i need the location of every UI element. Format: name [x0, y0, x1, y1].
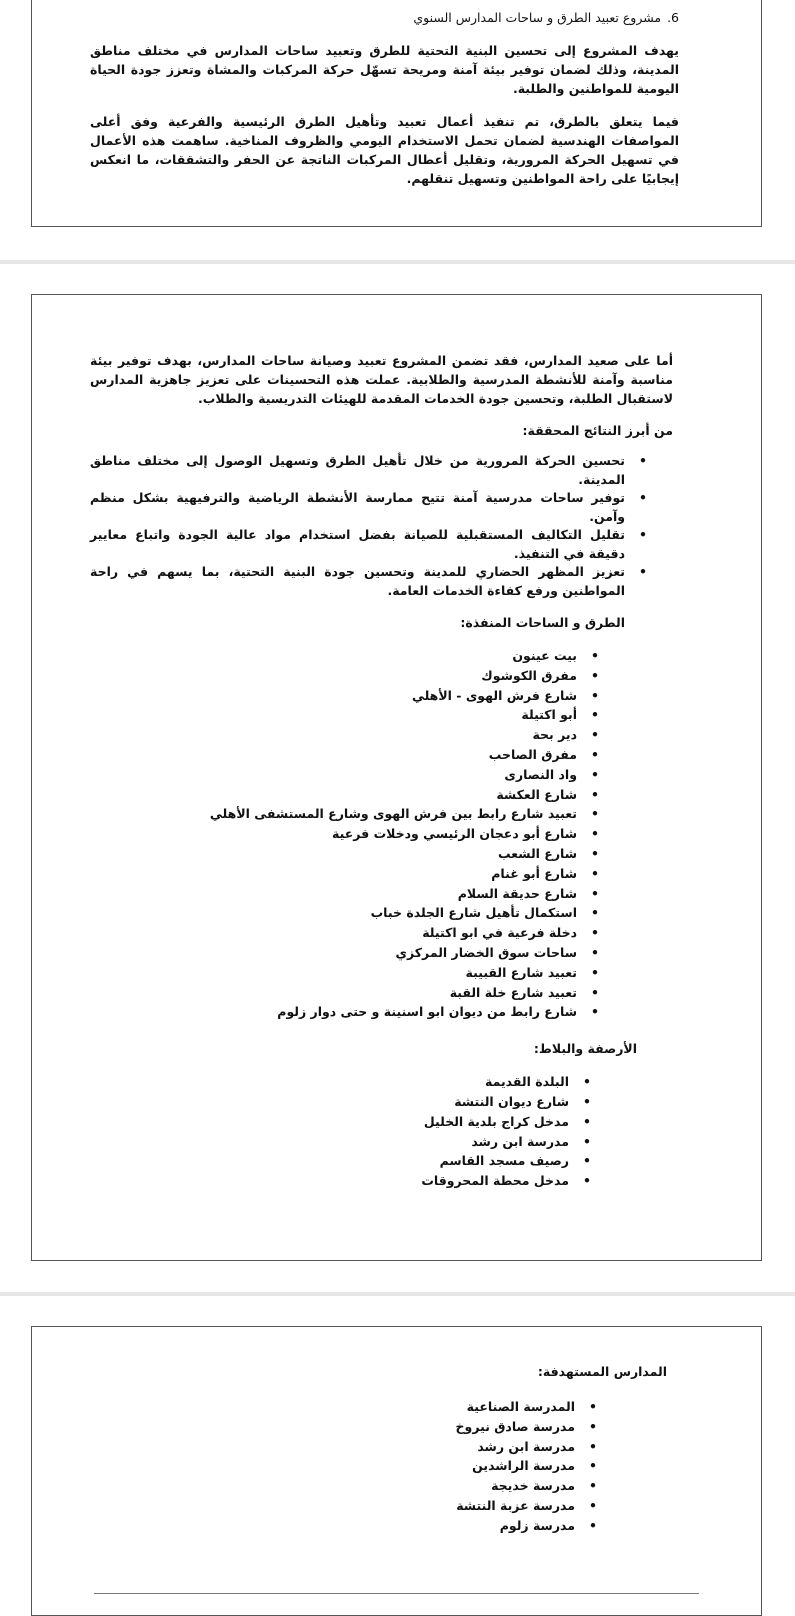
list-item: • مفرق الكوشوك — [90, 666, 577, 686]
list-item: • مفرق الصاحب — [90, 745, 577, 765]
roads-list — [90, 646, 673, 1022]
results-heading: من أبرز النتائج المحققة: — [522, 423, 673, 438]
list-item: • رصيف مسجد القاسم — [90, 1151, 569, 1171]
list-item: • دير بحة — [90, 725, 577, 745]
list-item: • تعبيد شارع خلة القبة — [90, 983, 577, 1003]
sidewalks-heading: الأرصفة والبلاط: — [533, 1041, 637, 1057]
list-item: • مدرسة الراشدين — [90, 1456, 575, 1476]
page-2-content — [90, 351, 673, 1209]
list-item: • البلدة القديمة — [90, 1072, 569, 1092]
list-item: • مدرسة ابن رشد — [90, 1437, 575, 1457]
list-item: • أبو اكتيلة — [90, 705, 577, 725]
list-item: • بيت عينون — [90, 646, 577, 666]
list-item: • دخلة فرعية في ابو اكتيلة — [90, 923, 577, 943]
sidewalks-list — [90, 1072, 673, 1191]
list-item: • توفير ساحات مدرسية آمنة تتيح ممارسة الأنشطة الرياضية والترفيهية بشكل منظم وآمن. — [90, 489, 625, 526]
list-item: • تقليل التكاليف المستقبلية للصيانة بفضل استخدام مواد عالية الجودة واتباع معايير دقيقة في التنفيذ. — [90, 526, 625, 563]
document-page-1 — [31, 0, 762, 227]
list-item: • شارع فرش الهوى - الأهلي — [90, 686, 577, 706]
list-item: • تحسين الحركة المرورية من خلال تأهيل الطرق وتسهيل الوصول إلى مختلف مناطق المدينة. — [90, 452, 625, 489]
list-item: • تعبيد شارع رابط بين فرش الهوى وشارع المستشفى الأهلي — [90, 804, 577, 824]
roads-paragraph: فيما يتعلق بالطرق، تم تنفيذ أعمال تعبيد وتأهيل الطرق الرئيسية والفرعية وفق أعلى المواصفات الهندسية لضمان تحمل الاستخدام اليومي والظروف المناخية. ساهمت هذه الأعمال في تسهيل الحركة المرورية، وتقليل أعطال المركبات الناتجة عن الحفر والتشققات، ما انعكس إيجابيًا على راحة المواطنين وتسهيل تنقلهم. — [90, 114, 679, 186]
section-title-text: مشروع تعبيد الطرق و ساحات المدارس السنوي — [413, 10, 662, 25]
list-item: • شارع حديقة السلام — [90, 884, 577, 904]
list-item: • مدرسة صادق نيروخ — [90, 1417, 575, 1437]
list-item: • مدرسة خديجة — [90, 1476, 575, 1496]
list-item: • تعبيد شارع القبيبة — [90, 963, 577, 983]
section-number: 6. — [667, 10, 679, 25]
schools-list — [90, 1397, 679, 1536]
page-separator — [0, 1292, 795, 1296]
list-item: • مدخل محطة المحروقات — [90, 1171, 569, 1191]
roads-heading: الطرق و الساحات المنفذة: — [460, 615, 625, 630]
list-item: • المدرسة الصناعية — [90, 1397, 575, 1417]
document-page-3 — [31, 1326, 762, 1616]
list-item: • شارع الشعب — [90, 844, 577, 864]
list-item: • مدرسة عزبة النتشة — [90, 1496, 575, 1516]
list-item: • ساحات سوق الخضار المركزي — [90, 943, 577, 963]
results-list — [90, 452, 673, 600]
section-title — [90, 9, 679, 27]
list-item: • شارع رابط من ديوان ابو اسنينة و حتى دوار زلوم — [90, 1002, 577, 1022]
list-item: • استكمال تأهيل شارع الجلدة خباب — [90, 903, 577, 923]
list-item: • تعزيز المظهر الحضاري للمدينة وتحسين جودة البنية التحتية، بما يسهم في راحة المواطنين ورفع كفاءة الخدمات العامة. — [90, 563, 625, 600]
page-separator — [0, 260, 795, 264]
list-item: • شارع أبو غنام — [90, 864, 577, 884]
page-1-content — [90, 9, 679, 202]
list-item: • مدرسة ابن رشد — [90, 1132, 569, 1152]
schools-heading: المدارس المستهدفة: — [537, 1364, 667, 1379]
list-item: • واد النصارى — [90, 765, 577, 785]
list-item: • مدخل كراج بلدية الخليل — [90, 1112, 569, 1132]
list-item: • شارع ديوان النتشة — [90, 1092, 569, 1112]
list-item: • مدرسة زلوم — [90, 1516, 575, 1536]
footer-divider — [94, 1593, 699, 1594]
list-item: • شارع العكشة — [90, 785, 577, 805]
schools-paragraph: أما على صعيد المدارس، فقد تضمن المشروع تعبيد وصيانة ساحات المدارس، بهدف توفير بيئة مناسبة وآمنة للأنشطة المدرسية والطلابية. عملت هذه التحسينات على تعزيز جاهزية المدارس لاستقبال الطلبة، وتحسين جودة الخدمات المقدمة للهيئات التدريسية والطلاب. — [90, 353, 673, 406]
document-page-2 — [31, 294, 762, 1261]
page-3-content — [90, 1363, 679, 1554]
list-item: • شارع أبو دعجان الرئيسي ودخلات فرعية — [90, 824, 577, 844]
intro-paragraph: يهدف المشروع إلى تحسين البنية التحتية للطرق وتعبيد ساحات المدارس في مختلف مناطق المدينة، وذلك لضمان توفير بيئة آمنة ومريحة تسهّل حركة المركبات والمشاة وتعزز جودة الحياة اليومية للمواطنين والطلبة. — [90, 43, 679, 96]
